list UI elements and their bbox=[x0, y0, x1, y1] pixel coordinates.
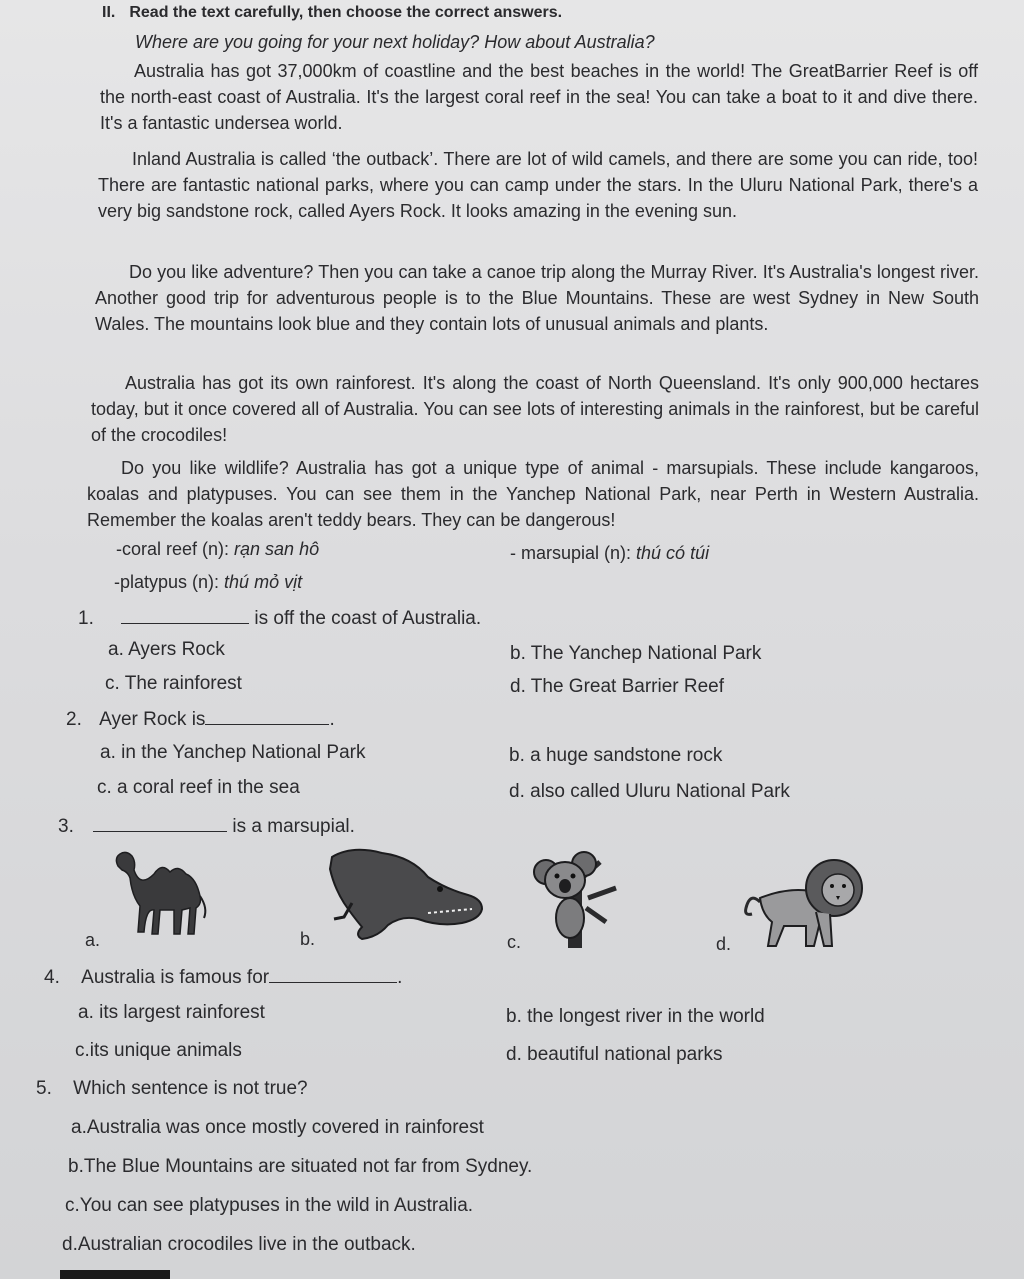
answer-blank[interactable] bbox=[93, 813, 227, 832]
option-1d[interactable]: d. The Great Barrier Reef bbox=[510, 676, 725, 697]
answer-blank[interactable] bbox=[269, 964, 397, 983]
option-2d[interactable]: d. also called Uluru National Park bbox=[509, 781, 790, 802]
option-5d[interactable]: d.Australian crocodiles live in the outback. bbox=[62, 1234, 416, 1255]
option-2c[interactable]: c. a coral reef in the sea bbox=[97, 777, 300, 798]
paragraph-coast: Australia has got 37,000km of coastline and the best beaches in the world! The GreatBarrier Reef is off the north-east coast of Australia. It's the largest coral reef in the sea! You can take a boat to it and dive there. It's a fantastic undersea world. bbox=[100, 61, 978, 133]
question-text: Which sentence is not true? bbox=[73, 1078, 308, 1099]
koala-icon[interactable] bbox=[530, 848, 622, 948]
section-heading bbox=[102, 4, 562, 22]
camel-icon[interactable] bbox=[110, 848, 210, 940]
question-number: 5. bbox=[36, 1078, 52, 1099]
page-edge-shadow bbox=[60, 1270, 170, 1279]
question-1 bbox=[78, 605, 481, 630]
crocodile-icon[interactable] bbox=[322, 843, 486, 943]
question-3 bbox=[58, 813, 355, 838]
answer-blank[interactable] bbox=[205, 706, 329, 725]
question-number: 2. bbox=[66, 709, 82, 730]
option-1a[interactable]: a. Ayers Rock bbox=[108, 639, 225, 660]
paragraph-adventure: Do you like adventure? Then you can take a canoe trip along the Murray River. It's Australia's longest river. Another good trip for adventurous people is to the Blue Mountains. These are west Sydney in New South Wales. The mountains look blue and they contain lots of unusual animals and plants. bbox=[95, 262, 979, 334]
option-5c[interactable]: c.You can see platypuses in the wild in Australia. bbox=[65, 1195, 474, 1216]
paragraph-rainforest: Australia has got its own rainforest. It's along the coast of North Queensland. It's only 900,000 hectares today, but it once covered all of Australia. You can see lots of interesting animals in the rainforest, but be careful of the crocodiles! bbox=[91, 373, 979, 445]
option-2b[interactable]: b. a huge sandstone rock bbox=[509, 745, 723, 766]
question-2: 2. Ayer Rock is . bbox=[66, 706, 335, 731]
question-number: 4. bbox=[44, 967, 60, 988]
answer-blank[interactable] bbox=[121, 605, 249, 624]
question-text: Ayer Rock is bbox=[99, 709, 206, 730]
question-number: 3. bbox=[58, 816, 74, 837]
option-3c-label[interactable]: c. bbox=[507, 932, 522, 952]
question-5 bbox=[36, 1078, 308, 1100]
option-4a[interactable]: a. its largest rainforest bbox=[78, 1002, 265, 1023]
section-number: II. bbox=[102, 4, 116, 21]
option-4d[interactable]: d. beautiful national parks bbox=[506, 1044, 723, 1065]
option-2a[interactable]: a. in the Yanchep National Park bbox=[100, 742, 366, 763]
question-number: 1. bbox=[78, 608, 94, 629]
option-3b-label[interactable]: b. bbox=[300, 929, 316, 949]
intro-question: Where are you going for your next holiday? How about Australia? bbox=[135, 32, 655, 52]
paragraph-outback: Inland Australia is called ‘the outback’. There are lot of wild camels, and there are some you can ride, too! There are fantastic national parks, where you can camp under the stars. In the Uluru National Park, there's a very big sandstone rock, called Ayers Rock. It looks amazing in the evening sun. bbox=[98, 149, 978, 221]
question-4: 4. Australia is famous for . bbox=[44, 964, 402, 989]
option-1c[interactable]: c. The rainforest bbox=[105, 673, 242, 694]
option-5a[interactable]: a.Australia was once mostly covered in rainforest bbox=[71, 1117, 484, 1138]
option-4b[interactable]: b. the longest river in the world bbox=[506, 1006, 765, 1027]
vocab-marsupial: - marsupial (n): thú có túi bbox=[510, 543, 710, 563]
option-5b[interactable]: b.The Blue Mountains are situated not far from Sydney. bbox=[68, 1156, 533, 1177]
question-text: Australia is famous for bbox=[81, 967, 270, 988]
lion-icon[interactable] bbox=[740, 852, 864, 952]
section-instruction: Read the text carefully, then choose the correct answers. bbox=[129, 4, 563, 21]
vocab-coral-reef: -coral reef (n): rạn san hô bbox=[116, 539, 320, 559]
question-text: is a marsupial. bbox=[232, 816, 355, 837]
paragraph-wildlife: Do you like wildlife? Australia has got a unique type of animal - marsupials. These include kangaroos, koalas and platypuses. You can see them in the Yanchep National Park, near Perth in Western Australia. Remember the koalas aren't teddy bears. They can be dangerous! bbox=[87, 458, 979, 530]
option-3a-label[interactable]: a. bbox=[85, 930, 101, 950]
question-text: is off the coast of Australia. bbox=[254, 608, 482, 629]
vocab-platypus: -platypus (n): thú mỏ vịt bbox=[114, 572, 303, 592]
option-4c[interactable]: c.its unique animals bbox=[75, 1040, 242, 1061]
option-3d-label[interactable]: d. bbox=[716, 934, 732, 954]
option-1b[interactable]: b. The Yanchep National Park bbox=[510, 643, 762, 664]
